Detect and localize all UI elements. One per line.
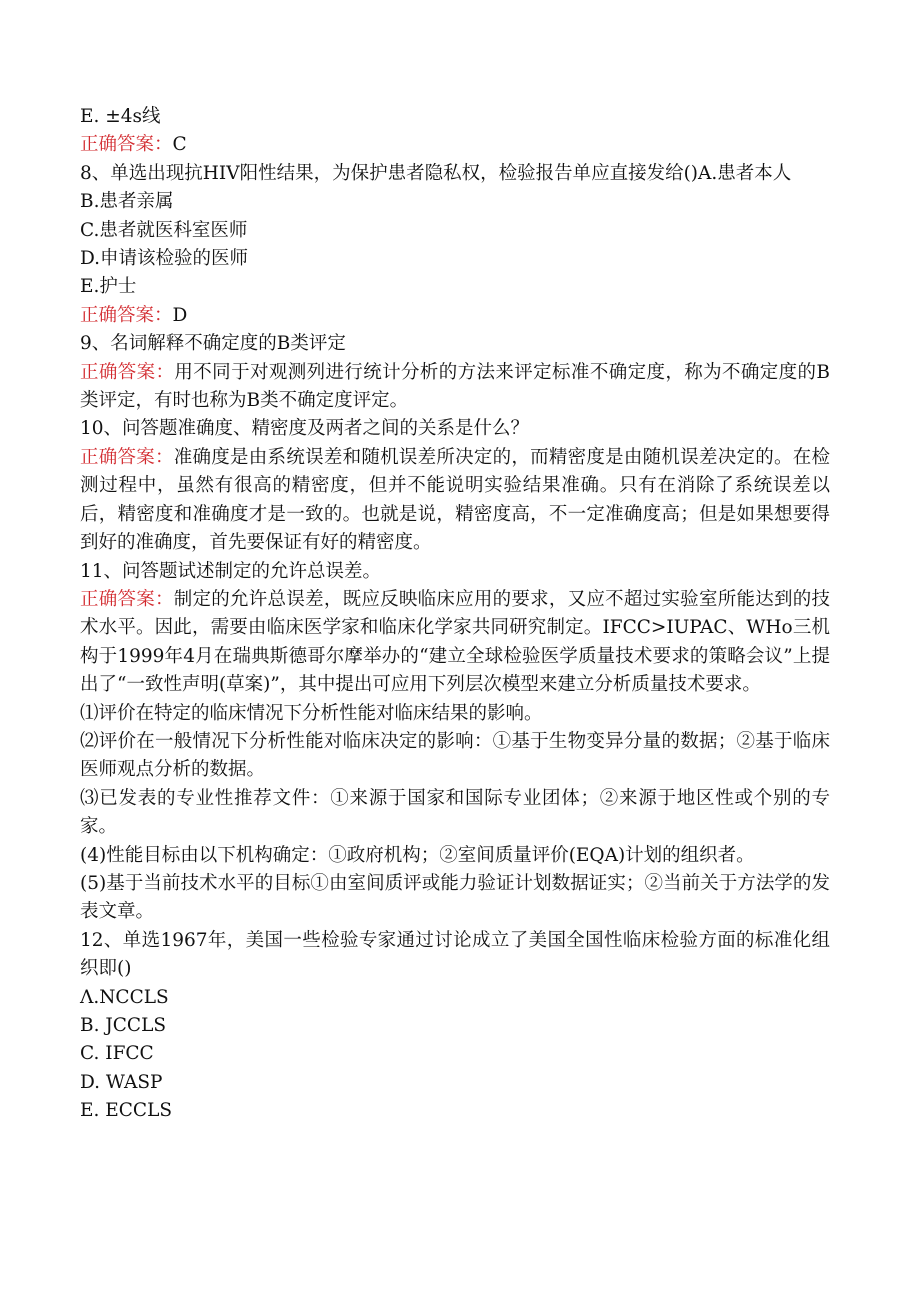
answer-label: 正确答案： xyxy=(80,134,173,156)
document-page xyxy=(80,103,830,1126)
q11-item-3: ⑶已发表的专业性推荐文件：①来源于国家和国际专业团体；②来源于地区性或个别的专家。 xyxy=(80,787,830,838)
q8-stem: 8、单选出现抗HIV阳性结果，为保护患者隐私权，检验报告单应直接发给()A.患者本人 xyxy=(80,162,792,184)
q10-answer xyxy=(80,444,830,558)
q11-item-2: ⑵评价在一般情况下分析性能对临床决定的影响：①基于生物变异分量的数据；②基于临床医师观点分析的数据。 xyxy=(80,730,830,781)
q7-option-e: E. ±4s线 xyxy=(80,106,161,127)
q11-stem: 11、问答题试述制定的允许总误差。 xyxy=(80,560,382,582)
answer-label: 正确答案： xyxy=(80,588,174,610)
answer-value: 制定的允许总误差，既应反映临床应用的要求，又应不超过实验室所能达到的技术水平。因此，需要由临床医学家和临床化学家共同研究制定。IFCC>IUPAC、WHo三机构于1999年4月在瑞典斯德哥尔摩举办的“建立全球检验医学质量技术要求的策略会议”上提出了“一致性声明(草案)”，其中提出可应用下列层次模型来建立分析质量技术要求。 xyxy=(80,588,830,696)
q8-option-c: C.患者就医科室医师 xyxy=(80,219,248,241)
answer-label: 正确答案： xyxy=(80,361,175,383)
answer-label: 正确答案： xyxy=(80,446,174,468)
q9-answer xyxy=(80,359,830,416)
q7-answer xyxy=(80,131,830,159)
q12-option-c: C. IFCC xyxy=(80,1043,154,1065)
q8-option-d: D.申请该检验的医师 xyxy=(80,248,249,270)
q11-answer xyxy=(80,586,830,700)
answer-value: 用不同于对观测列进行统计分析的方法来评定标准不确定度，称为不确定度的B类评定，有时也称为B类不确定度评定。 xyxy=(80,361,830,412)
q12-stem: 12、单选1967年，美国一些检验专家通过讨论成立了美国全国性临床检验方面的标准化组织即() xyxy=(80,929,830,980)
q8-option-e: E.护士 xyxy=(80,276,137,298)
answer-value: 准确度是由系统误差和随机误差所决定的，而精密度是由随机误差决定的。在检测过程中，虽然有很高的精密度，但并不能说明实验结果准确。只有在消除了系统误差以后，精密度和准确度才是一致的。也就是说，精密度高，不一定准确度高；但是如果想要得到好的准确度，首先要保证有好的精密度。 xyxy=(80,446,830,554)
q12-option-a: Λ.NCCLS xyxy=(80,986,169,1008)
answer-label: 正确答案： xyxy=(80,304,173,326)
q11-item-5: (5)基于当前技术水平的目标①由室间质评或能力验证计划数据证实；②当前关于方法学的发表文章。 xyxy=(80,872,830,923)
q12-option-b: B. JCCLS xyxy=(80,1015,167,1036)
q12-option-d: D. WASP xyxy=(80,1071,163,1093)
answer-value: C xyxy=(172,134,187,156)
q9-stem: 9、名词解释不确定度的B类评定 xyxy=(80,333,346,355)
q8-option-b: B.患者亲属 xyxy=(80,191,174,213)
answer-value: D xyxy=(172,304,188,326)
q12-option-e: E. ECCLS xyxy=(80,1100,173,1122)
q8-answer xyxy=(80,302,830,330)
q11-item-1: ⑴评价在特定的临床情况下分析性能对临床结果的影响。 xyxy=(80,702,543,724)
q10-stem: 10、问答题准确度、精密度及两者之间的关系是什么？ xyxy=(80,418,530,440)
q11-item-4: (4)性能目标由以下机构确定：①政府机构；②室间质量评价(EQA)计划的组织者。 xyxy=(80,844,755,866)
